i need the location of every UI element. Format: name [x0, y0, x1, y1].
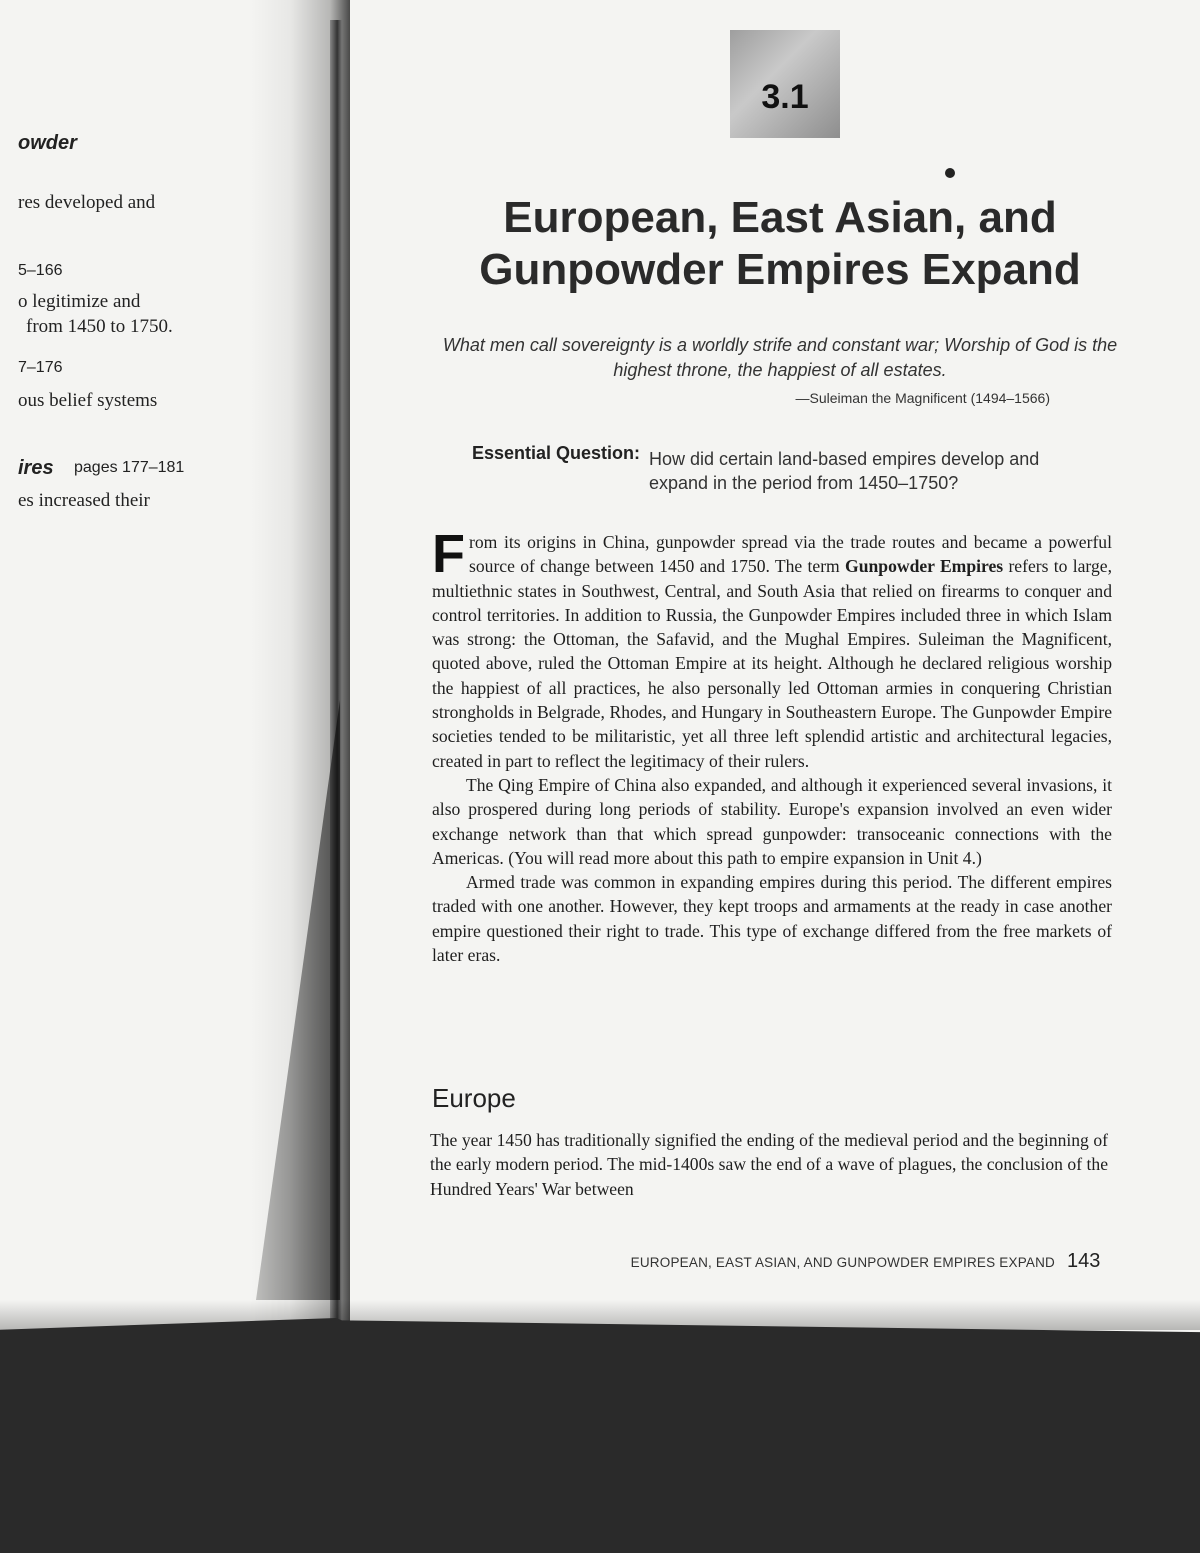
body-text: [432, 524, 1112, 967]
section-heading: Europe: [432, 1083, 516, 1113]
left-fragment: ires: [18, 457, 54, 479]
paragraph: Armed trade was common in expanding empires during this period. The different empires traded with one another. However, they kept troops and armaments at the ready in case another empire questioned their right to trade. This type of exchange differed from the free markets of later eras.: [432, 872, 1112, 966]
page-title: European, East Asian, and Gunpowder Empires Expand: [479, 193, 1081, 294]
paragraph: The Qing Empire of China also expanded, and although it experienced several invasions, it also prospered during long periods of stability. Europe's expansion involved an even wider exchange network than that which spread gunpowder: transoceanic connections with the Americas. (You will read more about this path to empire expansion in Unit 4.): [432, 774, 1112, 868]
bullet-dot: [945, 168, 955, 178]
epigraph-attribution: —Suleiman the Magnificent (1494–1566): [795, 390, 1050, 406]
paragraph: [432, 524, 1112, 773]
epigraph-quote: What men call sovereignty is a worldly strife and constant war; Worship of God is the highest throne, the happiest of all estates.: [442, 335, 1118, 380]
paragraph-text: rom its origins in China, gunpowder spread via the trade routes and became a powerful source of change between 1450 and 1750. The term: [469, 532, 1112, 577]
left-fragment: pages 177–181: [74, 459, 185, 476]
running-footer: EUROPEAN, EAST ASIAN, AND GUNPOWDER EMPIRES EXPAND: [630, 1255, 1055, 1270]
essential-question-text: How did certain land-based empires develop and expand in the period from 1450–1750?: [649, 449, 1040, 493]
page-number: 143: [1067, 1250, 1101, 1272]
scanner-background: [0, 1318, 1200, 1553]
left-fragment: ous belief systems: [18, 390, 158, 411]
section-number-badge: [730, 30, 840, 138]
left-fragment: from 1450 to 1750.: [26, 316, 173, 337]
paragraph: The year 1450 has traditionally signified the ending of the medieval period and the beginning of the early modern period. The mid-1400s saw the end of a wave of plagues, the conclusion of the Hundred Years' War between: [430, 1130, 1108, 1199]
left-fragment: res developed and: [18, 192, 156, 213]
essential-question-label: Essential Question:: [471, 443, 640, 463]
drop-cap: F: [432, 524, 465, 584]
left-fragment: owder: [18, 132, 77, 154]
left-fragment: 7–176: [18, 359, 63, 376]
left-fragment: es increased their: [18, 490, 150, 511]
left-fragment: o legitimize and: [18, 291, 141, 312]
section-body: [430, 1128, 1108, 1201]
paragraph-text: refers to large, multiethnic states in Southwest, Central, and South Asia that relied on firearms to conquer and control territories. In addition to Russia, the Gunpowder Empires included three in which Islam was strong: the Ottoman, the Safavid, and the Mughal Empires. Suleiman the Magnificent, quoted above, ruled the Ottoman Empire at its height. Although he declared religious worship the happiest of all practices, he also personally led Ottoman armies in conquering Christian strongholds in Belgrade, Rhodes, and Hungary in Southeastern Europe. The Gunpowder Empire societies tended to be militaristic, yet all three left splendid artistic and architectural legacies, created in part to reflect the legitimacy of their rulers.: [432, 556, 1112, 771]
key-term: Gunpowder Empires: [845, 556, 1004, 577]
left-fragment: 5–166: [18, 262, 63, 279]
section-number: 3.1: [761, 78, 809, 116]
